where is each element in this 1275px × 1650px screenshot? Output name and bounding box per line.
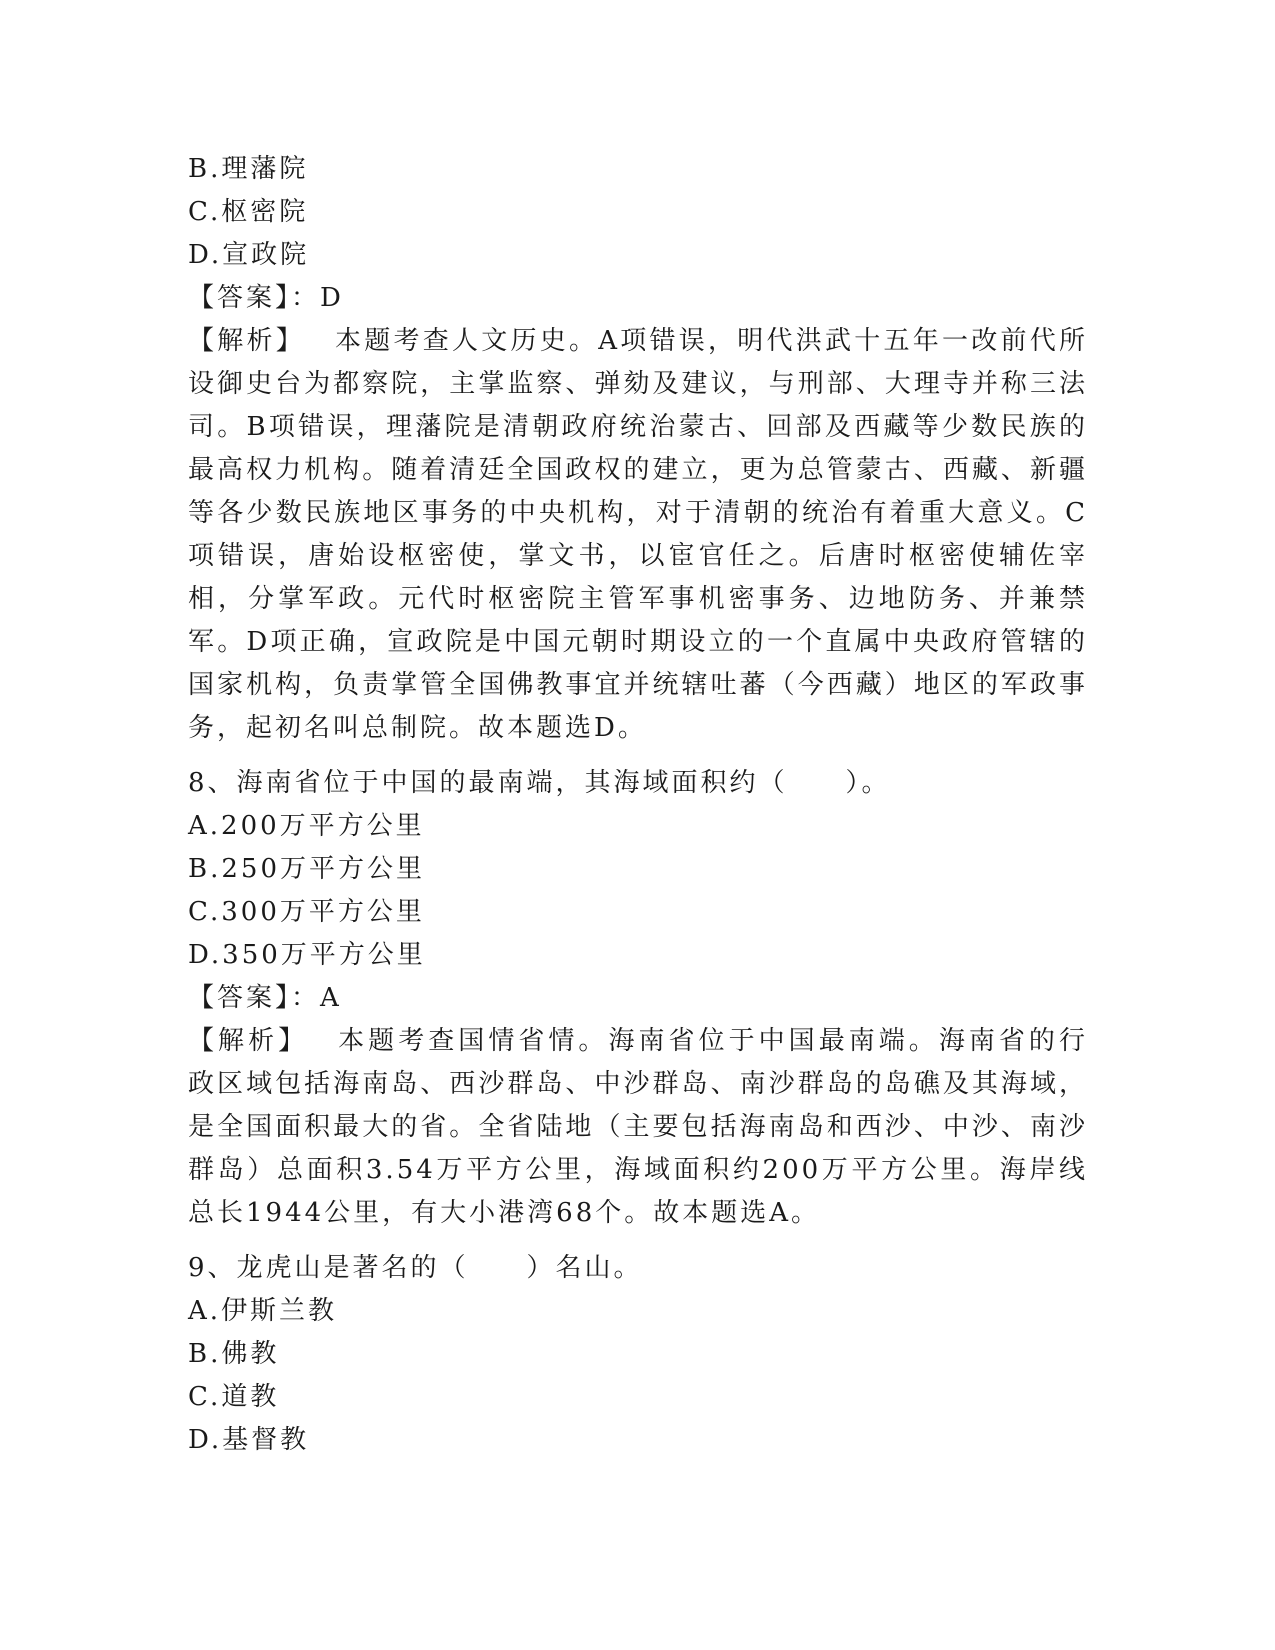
answer-label: 【答案】： [188,983,321,1013]
option-c: C.道教 [188,1382,280,1412]
question-text: 8、海南省位于中国的最南端，其海域面积约（ ）。 [188,768,891,798]
option-d: D.350万平方公里 [188,940,426,970]
option-a: A.200万平方公里 [188,811,425,841]
analysis-paragraph [188,320,1088,750]
analysis-label: 【解析】 [188,1026,309,1056]
option-c: C.枢密院 [188,197,309,227]
analysis-text: 本题考查国情省情。海南省位于中国最南端。海南省的行政区域包括海南岛、西沙群岛、中沙群岛、南沙群岛的岛礁及其海域，是全国面积最大的省。全省陆地（主要包括海南岛和西沙、中沙、南沙群岛）总面积3.54万平方公里，海域面积约200万平方公里。海岸线总长1944公里，有大小港湾68个。故本题选A。 [188,1026,1088,1228]
option-c: C.300万平方公里 [188,897,425,927]
question-8 [188,762,1088,1235]
question-text: 9、龙虎山是著名的（ ）名山。 [188,1253,643,1283]
document-page [188,148,1088,1462]
answer-value: D [320,283,344,313]
question-7 [188,148,1088,750]
answer-value: A [320,983,342,1013]
analysis-label: 【解析】 [188,326,305,356]
answer-label: 【答案】： [188,283,321,313]
question-9 [188,1247,1088,1462]
option-d: D.宣政院 [188,240,310,270]
option-b: B.理藩院 [188,154,309,184]
option-b: B.250万平方公里 [188,854,425,884]
answer-line [188,277,1088,320]
option-a: A.伊斯兰教 [188,1296,338,1326]
answer-line [188,977,1088,1020]
option-d: D.基督教 [188,1425,310,1455]
analysis-text: 本题考查人文历史。A项错误，明代洪武十五年一改前代所设御史台为都察院，主掌监察、弹劾及建议，与刑部、大理寺并称三法司。B项错误，理藩院是清朝政府统治蒙古、回部及西藏等少数民族的最高权力机构。随着清廷全国政权的建立，更为总管蒙古、西藏、新疆等各少数民族地区事务的中央机构，对于清朝的统治有着重大意义。C项错误，唐始设枢密使，掌文书，以宦官任之。后唐时枢密使辅佐宰相，分掌军政。元代时枢密院主管军事机密事务、边地防务、并兼禁军。D项正确，宣政院是中国元朝时期设立的一个直属中央政府管辖的国家机构，负责掌管全国佛教事宜并统辖吐蕃（今西藏）地区的军政事务，起初名叫总制院。故本题选D。 [188,326,1088,743]
option-b: B.佛教 [188,1339,280,1369]
analysis-paragraph [188,1020,1088,1235]
